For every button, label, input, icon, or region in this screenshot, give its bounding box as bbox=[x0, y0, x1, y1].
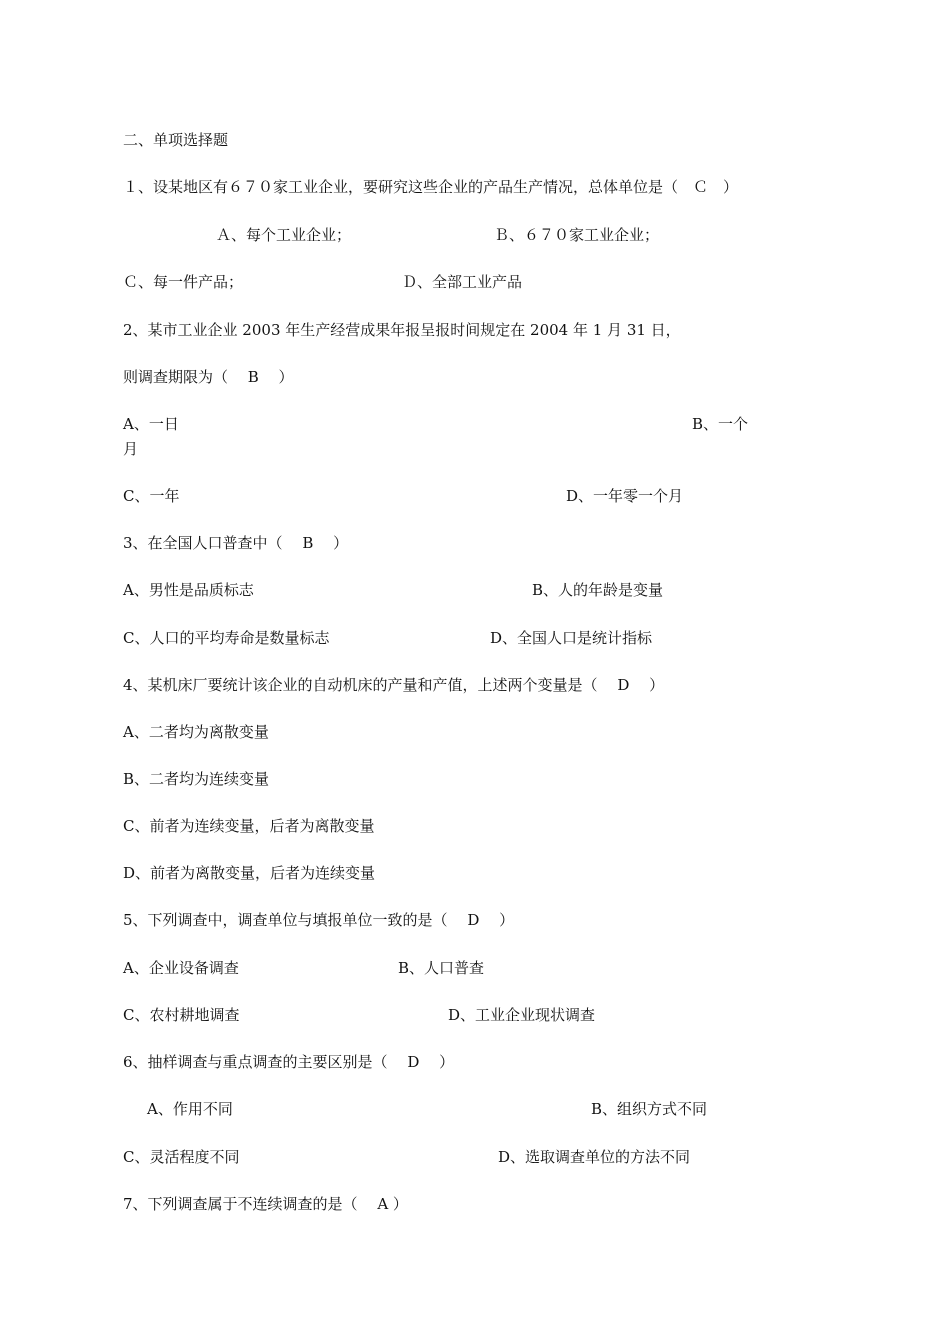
question-4-stem: 4、某机床厂要统计该企业的自动机床的产量和产值，上述两个变量是（ D ） bbox=[123, 676, 665, 694]
question-5-option-b: B、人口普查 bbox=[398, 959, 485, 977]
question-5-stem: 5、下列调查中，调查单位与填报单位一致的是（ D ） bbox=[123, 911, 515, 929]
question-1-option-b: Ｂ、６７０家工业企业； bbox=[494, 226, 660, 244]
question-4-option-c: C、前者为连续变量，后者为离散变量 bbox=[123, 817, 375, 835]
question-1-stem: １、设某地区有６７０家工业企业，要研究这些企业的产品生产情况，总体单位是（ Ｃ ） bbox=[123, 178, 739, 196]
question-3-option-c: C、人口的平均寿命是数量标志 bbox=[123, 629, 330, 647]
question-5-option-c: C、农村耕地调查 bbox=[123, 1006, 240, 1024]
question-3-stem: 3、在全国人口普查中（ B ） bbox=[123, 534, 349, 552]
question-4-option-d: D、前者为离散变量，后者为连续变量 bbox=[123, 864, 376, 882]
question-3-option-b: B、人的年龄是变量 bbox=[532, 581, 664, 599]
question-3-option-a: A、男性是品质标志 bbox=[123, 581, 254, 599]
question-5-option-d: D、工业企业现状调查 bbox=[448, 1006, 596, 1024]
question-1-option-d: Ｄ、全部工业产品 bbox=[402, 273, 523, 291]
section-heading: 二、单项选择题 bbox=[123, 131, 229, 149]
question-4-option-b: B、二者均为连续变量 bbox=[123, 770, 270, 788]
question-2-option-c: C、一年 bbox=[123, 487, 180, 505]
question-6-option-b: B、组织方式不同 bbox=[591, 1100, 708, 1118]
question-4-option-a: A、二者均为离散变量 bbox=[123, 723, 269, 741]
question-1-option-a: Ａ、每个工业企业； bbox=[216, 226, 352, 244]
question-5-option-a: A、企业设备调查 bbox=[123, 959, 239, 977]
question-3-option-d: D、全国人口是统计指标 bbox=[490, 629, 653, 647]
question-6-option-a: A、作用不同 bbox=[147, 1100, 233, 1118]
question-6-option-c: C、灵活程度不同 bbox=[123, 1148, 240, 1166]
question-2-stem: 2、某市工业企业 2003 年生产经营成果年报呈报时间规定在 2004 年 1 月 31 日， bbox=[123, 321, 681, 339]
question-2-option-b-wrap: 月 bbox=[123, 440, 139, 458]
question-7-stem: 7、下列调查属于不连续调查的是（ A ） bbox=[123, 1195, 408, 1213]
question-2-option-a: A、一日 bbox=[123, 415, 179, 433]
question-1-option-c: Ｃ、每一件产品； bbox=[123, 273, 244, 291]
question-6-option-d: D、选取调查单位的方法不同 bbox=[498, 1148, 691, 1166]
question-6-stem: 6、抽样调查与重点调查的主要区别是（ D ） bbox=[123, 1053, 455, 1071]
question-2-option-b: B、一个 bbox=[692, 415, 749, 433]
question-2-stem-cont: 则调查期限为（ B ） bbox=[123, 368, 294, 386]
question-2-option-d: D、一年零一个月 bbox=[566, 487, 684, 505]
